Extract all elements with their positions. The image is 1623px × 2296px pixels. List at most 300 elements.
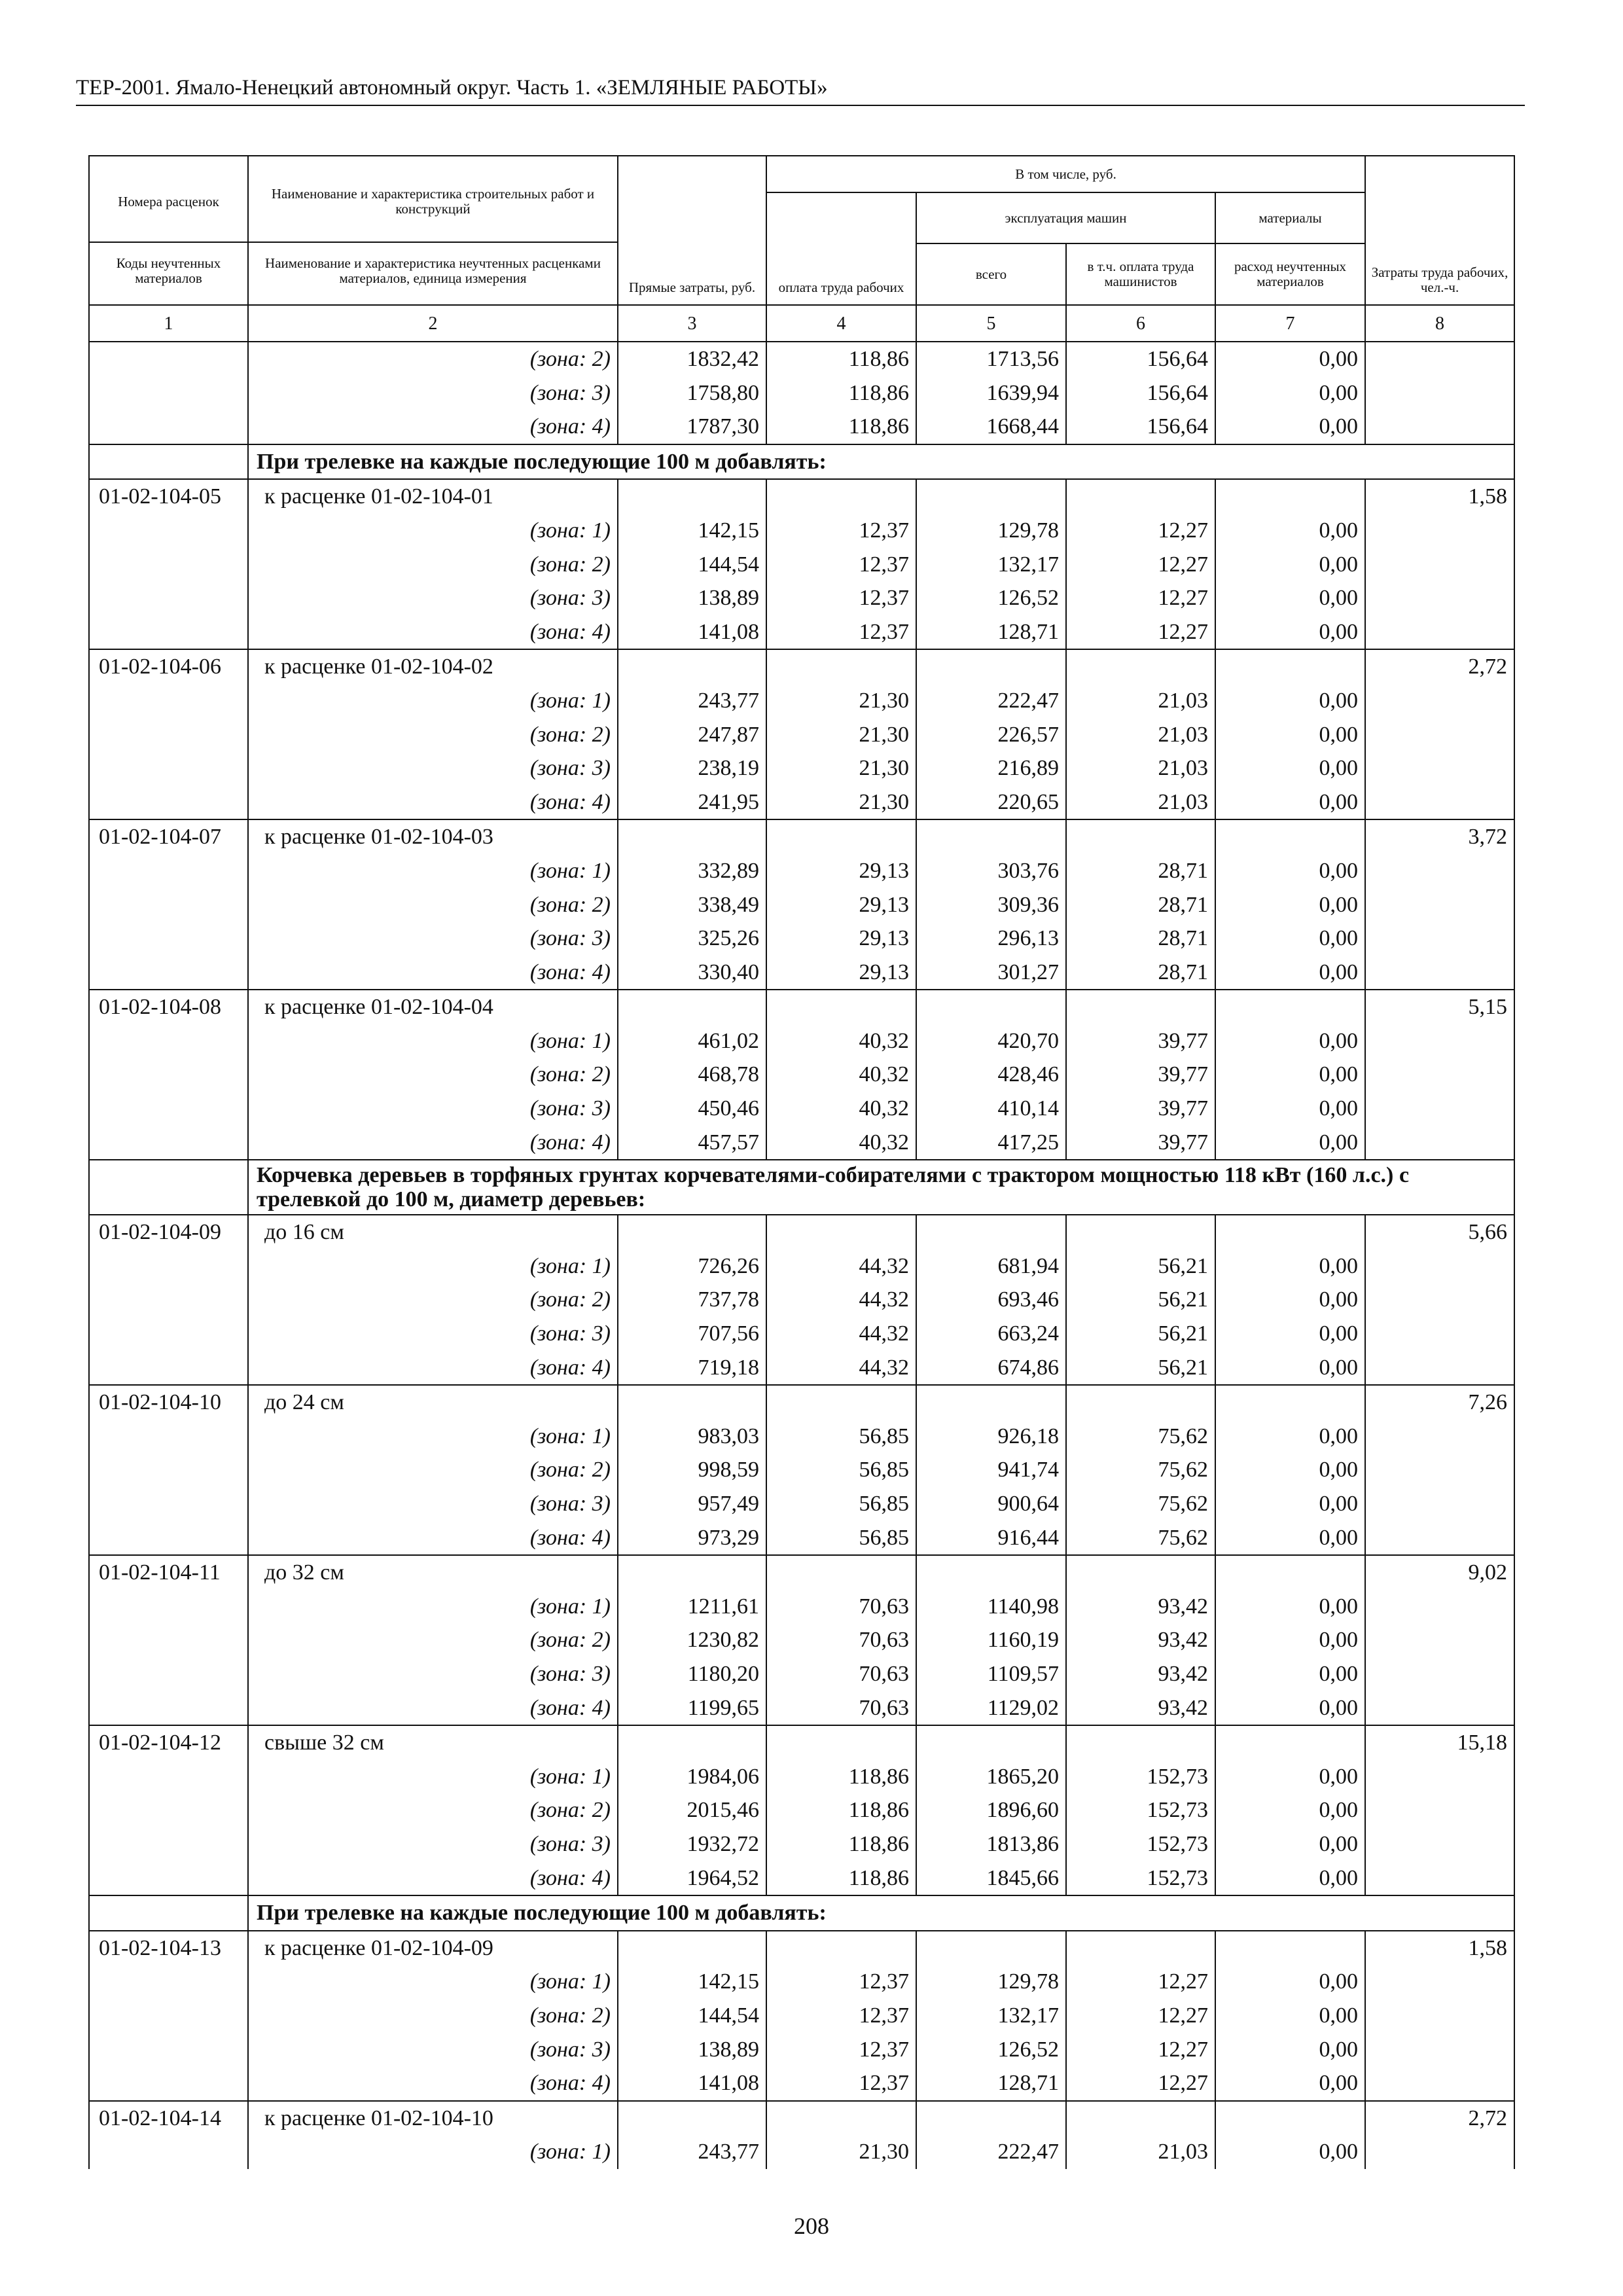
worker-pay: 118,86 xyxy=(766,1760,916,1794)
direct-costs: 450,46 xyxy=(618,1092,766,1126)
operators-pay: 12,27 xyxy=(1066,514,1215,548)
column-number: 1 xyxy=(89,305,248,342)
direct-costs: 1932,72 xyxy=(618,1827,766,1861)
empty-cell xyxy=(89,1657,248,1691)
empty-cell xyxy=(89,342,248,376)
direct-costs: 719,18 xyxy=(618,1351,766,1386)
rate-name: свыше 32 см xyxy=(248,1725,618,1760)
empty-cell xyxy=(1365,718,1514,752)
direct-costs: 238,19 xyxy=(618,751,766,785)
worker-pay: 56,85 xyxy=(766,1487,916,1521)
empty-cell xyxy=(916,479,1066,514)
machines-total: 1140,98 xyxy=(916,1590,1066,1624)
empty-cell xyxy=(618,990,766,1024)
direct-costs: 983,03 xyxy=(618,1420,766,1454)
operators-pay: 12,27 xyxy=(1066,581,1215,615)
empty-cell xyxy=(89,1487,248,1521)
machines-total: 1109,57 xyxy=(916,1657,1066,1691)
material-consumption: 0,00 xyxy=(1215,342,1365,376)
worker-pay: 118,86 xyxy=(766,1827,916,1861)
operators-pay: 39,77 xyxy=(1066,1024,1215,1058)
machines-total: 222,47 xyxy=(916,2135,1066,2169)
worker-pay: 70,63 xyxy=(766,1691,916,1726)
empty-cell xyxy=(89,1317,248,1351)
rate-item-row xyxy=(89,2101,1514,2136)
rates-table-wrapper xyxy=(88,155,1514,2169)
empty-cell xyxy=(766,1931,916,1965)
zone-row xyxy=(89,342,1514,376)
material-consumption: 0,00 xyxy=(1215,1249,1365,1283)
direct-costs: 1758,80 xyxy=(618,376,766,410)
machines-total: 900,64 xyxy=(916,1487,1066,1521)
zone-label: (зона: 4) xyxy=(248,1691,618,1726)
material-consumption: 0,00 xyxy=(1215,1126,1365,1160)
zone-label: (зона: 2) xyxy=(248,1999,618,2033)
empty-cell xyxy=(1365,2135,1514,2169)
rate-name: до 32 см xyxy=(248,1555,618,1590)
empty-cell xyxy=(1365,1024,1514,1058)
direct-costs: 1832,42 xyxy=(618,342,766,376)
empty-cell xyxy=(89,854,248,888)
direct-costs: 138,89 xyxy=(618,581,766,615)
section-heading: Корчевка деревьев в торфяных грунтах корчевателями-собирателями с трактором мощностью 118 кВт (160 л.с.) с трелевкой до 100 м, диаметр деревьев: xyxy=(248,1160,1514,1215)
empty-cell xyxy=(1365,888,1514,922)
worker-pay: 70,63 xyxy=(766,1590,916,1624)
zone-label: (зона: 3) xyxy=(248,1827,618,1861)
empty-cell xyxy=(89,1453,248,1487)
zone-row xyxy=(89,1521,1514,1556)
empty-cell xyxy=(618,2101,766,2136)
operators-pay: 39,77 xyxy=(1066,1126,1215,1160)
worker-pay: 44,32 xyxy=(766,1351,916,1386)
labor-hours: 9,02 xyxy=(1365,1555,1514,1590)
zone-label: (зона: 4) xyxy=(248,1521,618,1556)
empty-cell xyxy=(916,649,1066,684)
material-consumption: 0,00 xyxy=(1215,1453,1365,1487)
material-consumption: 0,00 xyxy=(1215,1283,1365,1317)
direct-costs: 247,87 xyxy=(618,718,766,752)
empty-cell xyxy=(618,649,766,684)
material-consumption: 0,00 xyxy=(1215,1058,1365,1092)
empty-cell xyxy=(89,1793,248,1827)
direct-costs: 957,49 xyxy=(618,1487,766,1521)
rate-item-row xyxy=(89,1385,1514,1420)
empty-cell xyxy=(1215,1931,1365,1965)
header-direct-costs: Прямые затраты, руб. xyxy=(618,156,766,305)
operators-pay: 12,27 xyxy=(1066,2033,1215,2067)
worker-pay: 21,30 xyxy=(766,718,916,752)
material-consumption: 0,00 xyxy=(1215,1590,1365,1624)
zone-row xyxy=(89,2066,1514,2101)
zone-label: (зона: 2) xyxy=(248,548,618,582)
material-consumption: 0,00 xyxy=(1215,1691,1365,1726)
material-consumption: 0,00 xyxy=(1215,581,1365,615)
operators-pay: 21,03 xyxy=(1066,718,1215,752)
zone-label: (зона: 3) xyxy=(248,1657,618,1691)
rate-item-row xyxy=(89,479,1514,514)
empty-cell xyxy=(916,2101,1066,2136)
rate-name: к расценке 01-02-104-10 xyxy=(248,2101,618,2136)
empty-cell xyxy=(89,1760,248,1794)
operators-pay: 156,64 xyxy=(1066,342,1215,376)
header-including: В том числе, руб. xyxy=(766,156,1365,192)
operators-pay: 152,73 xyxy=(1066,1827,1215,1861)
material-consumption: 0,00 xyxy=(1215,2033,1365,2067)
operators-pay: 56,21 xyxy=(1066,1249,1215,1283)
rate-name: к расценке 01-02-104-04 xyxy=(248,990,618,1024)
zone-row xyxy=(89,1024,1514,1058)
direct-costs: 726,26 xyxy=(618,1249,766,1283)
empty-cell xyxy=(766,1555,916,1590)
operators-pay: 12,27 xyxy=(1066,1999,1215,2033)
operators-pay: 56,21 xyxy=(1066,1351,1215,1386)
zone-label: (зона: 1) xyxy=(248,1249,618,1283)
empty-cell xyxy=(1215,649,1365,684)
machines-total: 128,71 xyxy=(916,615,1066,650)
zone-label: (зона: 1) xyxy=(248,514,618,548)
rate-name: к расценке 01-02-104-01 xyxy=(248,479,618,514)
worker-pay: 12,37 xyxy=(766,2033,916,2067)
zone-label: (зона: 2) xyxy=(248,1623,618,1657)
empty-cell xyxy=(766,990,916,1024)
worker-pay: 70,63 xyxy=(766,1623,916,1657)
empty-cell xyxy=(766,1385,916,1420)
operators-pay: 28,71 xyxy=(1066,854,1215,888)
machines-total: 309,36 xyxy=(916,888,1066,922)
worker-pay: 21,30 xyxy=(766,785,916,820)
zone-row xyxy=(89,514,1514,548)
header-material-name: Наименование и характеристика неучтенных расценками материалов, единица измерения xyxy=(265,255,601,286)
empty-cell xyxy=(1066,1555,1215,1590)
empty-cell xyxy=(1365,956,1514,990)
direct-costs: 243,77 xyxy=(618,684,766,718)
zone-label: (зона: 2) xyxy=(248,718,618,752)
rate-code: 01-02-104-05 xyxy=(89,479,248,514)
material-consumption: 0,00 xyxy=(1215,684,1365,718)
rate-item-row xyxy=(89,1215,1514,1249)
zone-row xyxy=(89,1861,1514,1896)
direct-costs: 325,26 xyxy=(618,922,766,956)
worker-pay: 12,37 xyxy=(766,548,916,582)
material-consumption: 0,00 xyxy=(1215,1657,1365,1691)
empty-cell xyxy=(89,1283,248,1317)
material-consumption: 0,00 xyxy=(1215,751,1365,785)
rate-code: 01-02-104-12 xyxy=(89,1725,248,1760)
empty-cell xyxy=(89,548,248,582)
material-consumption: 0,00 xyxy=(1215,1092,1365,1126)
column-number: 3 xyxy=(618,305,766,342)
zone-label: (зона: 1) xyxy=(248,854,618,888)
machines-total: 681,94 xyxy=(916,1249,1066,1283)
empty-cell xyxy=(1066,1385,1215,1420)
zone-label: (зона: 2) xyxy=(248,1793,618,1827)
worker-pay: 40,32 xyxy=(766,1058,916,1092)
zone-label: (зона: 3) xyxy=(248,751,618,785)
rate-name: до 16 см xyxy=(248,1215,618,1249)
empty-cell xyxy=(89,1126,248,1160)
zone-label: (зона: 4) xyxy=(248,615,618,650)
rate-item-row xyxy=(89,1725,1514,1760)
empty-cell xyxy=(916,1385,1066,1420)
rates-table xyxy=(88,155,1515,2169)
empty-cell xyxy=(89,718,248,752)
machines-total: 1713,56 xyxy=(916,342,1066,376)
zone-row xyxy=(89,1420,1514,1454)
empty-cell xyxy=(89,1590,248,1624)
machines-total: 420,70 xyxy=(916,1024,1066,1058)
empty-cell xyxy=(1066,819,1215,854)
operators-pay: 12,27 xyxy=(1066,548,1215,582)
machines-total: 128,71 xyxy=(916,2066,1066,2101)
empty-cell xyxy=(1066,1931,1215,1965)
zone-label: (зона: 4) xyxy=(248,1351,618,1386)
rate-code: 01-02-104-06 xyxy=(89,649,248,684)
column-number: 7 xyxy=(1215,305,1365,342)
operators-pay: 28,71 xyxy=(1066,956,1215,990)
column-numbers-row xyxy=(89,305,1514,342)
zone-row xyxy=(89,1487,1514,1521)
empty-cell xyxy=(1365,751,1514,785)
direct-costs: 241,95 xyxy=(618,785,766,820)
zone-row xyxy=(89,1351,1514,1386)
machines-total: 132,17 xyxy=(916,1999,1066,2033)
empty-cell xyxy=(1365,1092,1514,1126)
machines-total: 428,46 xyxy=(916,1058,1066,1092)
page-number: 208 xyxy=(794,2213,829,2239)
section-heading: При трелевке на каждые последующие 100 м добавлять: xyxy=(248,444,1514,480)
material-consumption: 0,00 xyxy=(1215,615,1365,650)
material-consumption: 0,00 xyxy=(1215,1965,1365,1999)
empty-cell xyxy=(766,649,916,684)
empty-cell xyxy=(1365,1965,1514,1999)
worker-pay: 44,32 xyxy=(766,1283,916,1317)
empty-cell xyxy=(1365,1861,1514,1896)
worker-pay: 12,37 xyxy=(766,1999,916,2033)
zone-label: (зона: 2) xyxy=(248,342,618,376)
rate-code: 01-02-104-08 xyxy=(89,990,248,1024)
zone-label: (зона: 3) xyxy=(248,376,618,410)
empty-cell xyxy=(1365,785,1514,820)
empty-cell xyxy=(916,1215,1066,1249)
machines-total: 1845,66 xyxy=(916,1861,1066,1896)
header-worker-pay: оплата труда рабочих xyxy=(766,192,916,305)
empty-cell xyxy=(1365,615,1514,650)
zone-row xyxy=(89,1453,1514,1487)
zone-row xyxy=(89,581,1514,615)
empty-cell xyxy=(1066,479,1215,514)
empty-cell xyxy=(1365,342,1514,376)
rate-code: 01-02-104-09 xyxy=(89,1215,248,1249)
empty-cell xyxy=(1365,1999,1514,2033)
worker-pay: 12,37 xyxy=(766,581,916,615)
direct-costs: 330,40 xyxy=(618,956,766,990)
rate-item-row xyxy=(89,990,1514,1024)
header-labor-hours: Затраты труда рабочих, чел.-ч. xyxy=(1365,156,1514,305)
zone-row xyxy=(89,751,1514,785)
zone-label: (зона: 2) xyxy=(248,1283,618,1317)
zone-label: (зона: 2) xyxy=(248,1058,618,1092)
zone-row xyxy=(89,718,1514,752)
zone-row xyxy=(89,1249,1514,1283)
empty-cell xyxy=(89,1623,248,1657)
material-consumption: 0,00 xyxy=(1215,1999,1365,2033)
zone-row xyxy=(89,1760,1514,1794)
direct-costs: 141,08 xyxy=(618,2066,766,2101)
worker-pay: 29,13 xyxy=(766,888,916,922)
rate-code: 01-02-104-13 xyxy=(89,1931,248,1965)
operators-pay: 75,62 xyxy=(1066,1420,1215,1454)
direct-costs: 144,54 xyxy=(618,1999,766,2033)
worker-pay: 118,86 xyxy=(766,410,916,444)
material-consumption: 0,00 xyxy=(1215,2066,1365,2101)
empty-cell xyxy=(89,785,248,820)
material-consumption: 0,00 xyxy=(1215,1793,1365,1827)
zone-label: (зона: 3) xyxy=(248,2033,618,2067)
empty-cell xyxy=(89,1827,248,1861)
direct-costs: 1787,30 xyxy=(618,410,766,444)
empty-cell xyxy=(1066,1725,1215,1760)
machines-total: 1639,94 xyxy=(916,376,1066,410)
direct-costs: 457,57 xyxy=(618,1126,766,1160)
empty-cell xyxy=(1365,684,1514,718)
zone-row xyxy=(89,888,1514,922)
empty-cell xyxy=(89,581,248,615)
material-consumption: 0,00 xyxy=(1215,1024,1365,1058)
empty-cell xyxy=(89,1160,248,1215)
empty-cell xyxy=(1365,1793,1514,1827)
empty-cell xyxy=(618,1931,766,1965)
operators-pay: 156,64 xyxy=(1066,410,1215,444)
machines-total: 296,13 xyxy=(916,922,1066,956)
material-consumption: 0,00 xyxy=(1215,888,1365,922)
worker-pay: 12,37 xyxy=(766,514,916,548)
zone-row xyxy=(89,1092,1514,1126)
empty-cell xyxy=(89,1861,248,1896)
header-rate-number-top: Номера расценок xyxy=(90,162,247,243)
zone-label: (зона: 1) xyxy=(248,1024,618,1058)
empty-cell xyxy=(89,444,248,480)
zone-label: (зона: 4) xyxy=(248,1126,618,1160)
zone-label: (зона: 4) xyxy=(248,410,618,444)
material-consumption: 0,00 xyxy=(1215,1760,1365,1794)
machines-total: 916,44 xyxy=(916,1521,1066,1556)
direct-costs: 332,89 xyxy=(618,854,766,888)
direct-costs: 1230,82 xyxy=(618,1623,766,1657)
rate-code: 01-02-104-07 xyxy=(89,819,248,854)
empty-cell xyxy=(1365,1827,1514,1861)
zone-row xyxy=(89,684,1514,718)
rate-item-row xyxy=(89,819,1514,854)
labor-hours: 2,72 xyxy=(1365,649,1514,684)
operators-pay: 39,77 xyxy=(1066,1058,1215,1092)
machines-total: 926,18 xyxy=(916,1420,1066,1454)
machines-total: 417,25 xyxy=(916,1126,1066,1160)
zone-label: (зона: 2) xyxy=(248,1453,618,1487)
machines-total: 132,17 xyxy=(916,548,1066,582)
section-heading-row xyxy=(89,1895,1514,1931)
material-consumption: 0,00 xyxy=(1215,1351,1365,1386)
direct-costs: 142,15 xyxy=(618,1965,766,1999)
empty-cell xyxy=(916,819,1066,854)
worker-pay: 56,85 xyxy=(766,1521,916,1556)
column-number: 2 xyxy=(248,305,618,342)
zone-label: (зона: 4) xyxy=(248,1861,618,1896)
machines-total: 303,76 xyxy=(916,854,1066,888)
empty-cell xyxy=(1365,1283,1514,1317)
labor-hours: 1,58 xyxy=(1365,479,1514,514)
zone-row xyxy=(89,1623,1514,1657)
empty-cell xyxy=(89,956,248,990)
zone-label: (зона: 1) xyxy=(248,1760,618,1794)
empty-cell xyxy=(1365,1058,1514,1092)
worker-pay: 40,32 xyxy=(766,1092,916,1126)
zone-row xyxy=(89,376,1514,410)
empty-cell xyxy=(89,751,248,785)
zone-label: (зона: 3) xyxy=(248,1317,618,1351)
zone-row xyxy=(89,615,1514,650)
rate-item-row xyxy=(89,649,1514,684)
empty-cell xyxy=(1365,1657,1514,1691)
machines-total: 941,74 xyxy=(916,1453,1066,1487)
empty-cell xyxy=(1365,1623,1514,1657)
empty-cell xyxy=(1365,1521,1514,1556)
material-consumption: 0,00 xyxy=(1215,1623,1365,1657)
zone-row xyxy=(89,1590,1514,1624)
machines-total: 1160,19 xyxy=(916,1623,1066,1657)
zone-row xyxy=(89,922,1514,956)
column-number: 5 xyxy=(916,305,1066,342)
operators-pay: 28,71 xyxy=(1066,888,1215,922)
empty-cell xyxy=(89,1965,248,1999)
operators-pay: 152,73 xyxy=(1066,1760,1215,1794)
empty-cell xyxy=(1365,548,1514,582)
empty-cell xyxy=(89,1999,248,2033)
empty-cell xyxy=(916,1725,1066,1760)
zone-row xyxy=(89,1126,1514,1160)
empty-cell xyxy=(766,479,916,514)
material-consumption: 0,00 xyxy=(1215,2135,1365,2169)
page-header: ТЕР-2001. Ямало-Ненецкий автономный округ. Часть 1. «ЗЕМЛЯНЫЕ РАБОТЫ» xyxy=(76,73,1525,106)
zone-label: (зона: 4) xyxy=(248,2066,618,2101)
material-consumption: 0,00 xyxy=(1215,514,1365,548)
material-consumption: 0,00 xyxy=(1215,854,1365,888)
zone-label: (зона: 2) xyxy=(248,888,618,922)
direct-costs: 144,54 xyxy=(618,548,766,582)
empty-cell xyxy=(89,1058,248,1092)
empty-cell xyxy=(1066,649,1215,684)
operators-pay: 75,62 xyxy=(1066,1521,1215,1556)
zone-row xyxy=(89,1317,1514,1351)
zone-label: (зона: 3) xyxy=(248,581,618,615)
empty-cell xyxy=(89,1895,248,1931)
empty-cell xyxy=(1215,1725,1365,1760)
zone-row xyxy=(89,1283,1514,1317)
worker-pay: 44,32 xyxy=(766,1317,916,1351)
empty-cell xyxy=(1365,376,1514,410)
header-material-codes: Коды неучтенных материалов xyxy=(116,255,221,286)
direct-costs: 243,77 xyxy=(618,2135,766,2169)
direct-costs: 973,29 xyxy=(618,1521,766,1556)
rate-name: к расценке 01-02-104-02 xyxy=(248,649,618,684)
labor-hours: 15,18 xyxy=(1365,1725,1514,1760)
zone-row xyxy=(89,1999,1514,2033)
operators-pay: 21,03 xyxy=(1066,2135,1215,2169)
zone-label: (зона: 3) xyxy=(248,1092,618,1126)
labor-hours: 3,72 xyxy=(1365,819,1514,854)
column-number: 4 xyxy=(766,305,916,342)
worker-pay: 118,86 xyxy=(766,376,916,410)
rate-code: 01-02-104-10 xyxy=(89,1385,248,1420)
